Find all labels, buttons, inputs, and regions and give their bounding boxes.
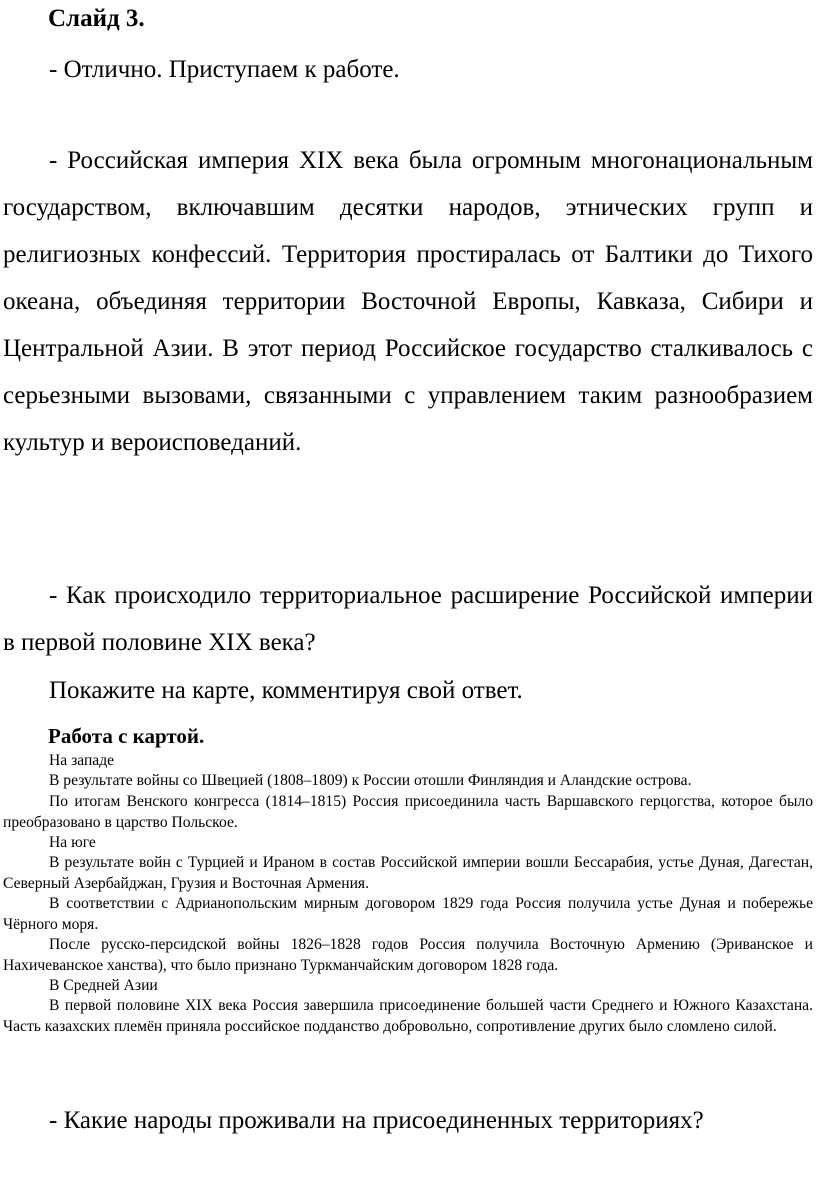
south-paragraph-2: В соответствии с Адрианопольским мирным договором 1829 года Россия получила устье Дуная и побережье Чёрного моря.	[3, 895, 813, 933]
asia-paragraph-1: В первой половине XIX века Россия завершила присоединение большей части Среднего и Южного Казахстана. Часть казахских племён приняла российское подданство добровольно, сопротивление других было сломлено силой.	[3, 997, 813, 1035]
paragraph-empire: - Российская империя XIX века была огромным многонациональным государством, включавшим десятки народов, этнических групп и религиозных конфессий. Территория простиралась от Балтики до Тихого океана, объединяя территории Восточной Европы, Кавказа, Сибири и Центральной Азии. В этот период Российское государство сталкивалось с серьезными вызовами, связанными с управлением таким разнообразием культур и вероисповеданий.	[3, 147, 813, 456]
south-heading: На юге	[49, 834, 96, 851]
question-peoples: - Какие народы проживали на присоединенных территориях?	[49, 1107, 704, 1134]
asia-heading: В Средней Азии	[49, 977, 158, 994]
south-paragraph-1: В результате войн с Турцией и Ираном в состав Российской империи вошли Бессарабия, устье Дуная, Дагестан, Северный Азербайджан, Грузия и Восточная Армения.	[3, 854, 813, 892]
south-paragraph-3: После русско-персидской войны 1826–1828 годов Россия получила Восточную Армению (Эриванское и Нахичеванское ханства), что было признано Туркманчайским договором 1828 года.	[3, 936, 813, 974]
west-paragraph-2: По итогам Венского конгресса (1814–1815) Россия присоединила часть Варшавского герцогства, которое было преобразовано в царство Польское.	[3, 793, 813, 831]
question-expansion: - Как происходило территориальное расширение Российской империи в первой половине XIX века?	[3, 582, 813, 656]
west-paragraph-1: В результате войны со Швецией (1808–1809) к России отошли Финляндия и Аландские острова.	[49, 772, 692, 789]
slide-title: Слайд 3.	[48, 5, 145, 32]
map-work-heading: Работа с картой.	[48, 724, 205, 748]
instruction-map: Покажите на карте, комментируя свой ответ.	[49, 677, 523, 704]
intro-line: - Отлично. Приступаем к работе.	[49, 56, 400, 83]
west-heading: На западе	[49, 752, 115, 769]
